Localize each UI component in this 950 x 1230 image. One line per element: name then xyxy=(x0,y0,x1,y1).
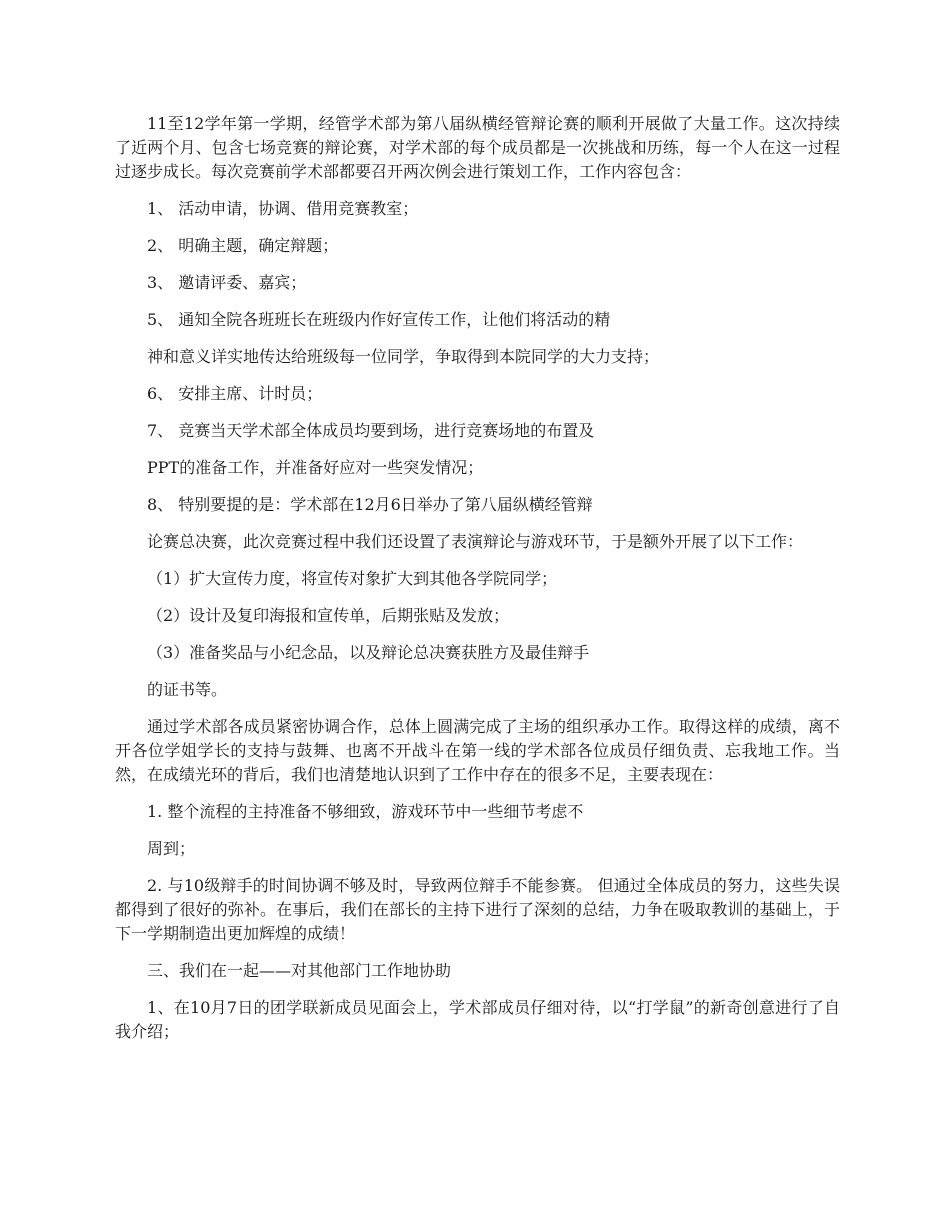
sub-item-3-line2: 的证书等。 xyxy=(147,680,228,699)
document-body xyxy=(115,112,840,1057)
list-item-3: 3、 邀请评委、嘉宾； xyxy=(147,273,307,292)
list-item-1: 1、 活动申请，协调、借用竞赛教室； xyxy=(147,199,419,218)
paragraph-numbered-item-2: 2. 与10级辩手的时间协调不够及时，导致两位辩手不能参赛。 但通过全体成员的努力，这些失误都得到了很好的弥补。在事后，我们在部长的主持下进行了深刻的总结，力争在吸取教训的基础上，于下一学期制造出更加辉煌的成绩！ xyxy=(115,876,840,943)
numbered-item-1-line2: 周到； xyxy=(147,839,196,858)
numbered-item-1-line1: 1. 整个流程的主持准备不够细致，游戏环节中一些细节考虑不 xyxy=(147,802,584,821)
list-item-2: 2、 明确主题，确定辩题； xyxy=(147,236,339,255)
list-item-5-line2: 神和意义详实地传达给班级每一位同学，争取得到本院同学的大力支持； xyxy=(147,347,660,366)
list-item-7-line1: 7、 竞赛当天学术部全体成员均要到场，进行竞赛场地的布置及 xyxy=(147,421,595,440)
list-item-7-line2: PPT的准备工作，并准备好应对一些突发情况； xyxy=(147,458,484,477)
sub-item-2: （2）设计及复印海报和宣传单，后期张贴及发放； xyxy=(147,606,510,625)
paragraph-section-3-item-1: 1、在10月7日的团学联新成员见面会上，学术部成员仔细对待，以“打学鼠”的新奇创意进行了自我介绍； xyxy=(115,998,840,1041)
list-item-6: 6、 安排主席、计时员； xyxy=(147,384,323,403)
list-item-5-line1: 5、 通知全院各班班长在班级内作好宣传工作，让他们将活动的精 xyxy=(147,310,611,329)
list-item-8: 8、 特别要提的是：学术部在12月6日举办了第八届纵横经管辩 xyxy=(147,495,593,514)
paragraph-intro: 11至12学年第一学期，经管学术部为第八届纵横经管辩论赛的顺利开展做了大量工作。这次持续了近两个月、包含七场竞赛的辩论赛，对学术部的每个成员都是一次挑战和历练，每一个人在这一过程过逐步成长。每次竞赛前学术部都要召开两次例会进行策划工作，工作内容包含： xyxy=(115,114,840,181)
sub-item-3-line1: （3）准备奖品与小纪念品，以及辩论总决赛获胜方及最佳辩手 xyxy=(147,643,590,662)
section-heading-3: 三、我们在一起——对其他部门工作地协助 xyxy=(147,961,452,980)
paragraph-final-match: 论赛总决赛，此次竞赛过程中我们还设置了表演辩论与游戏环节，于是额外开展了以下工作： xyxy=(147,532,804,551)
sub-item-1: （1）扩大宣传力度，将宣传对象扩大到其他各学院同学； xyxy=(147,569,558,588)
paragraph-summary: 通过学术部各成员紧密协调合作，总体上圆满完成了主场的组织承办工作。取得这样的成绩，离不开各位学姐学长的支持与鼓舞、也离不开战斗在第一线的学术部各位成员仔细负责、忘我地工作。当然，在成绩光环的背后，我们也清楚地认识到了工作中存在的很多不足，主要表现在： xyxy=(115,717,840,784)
